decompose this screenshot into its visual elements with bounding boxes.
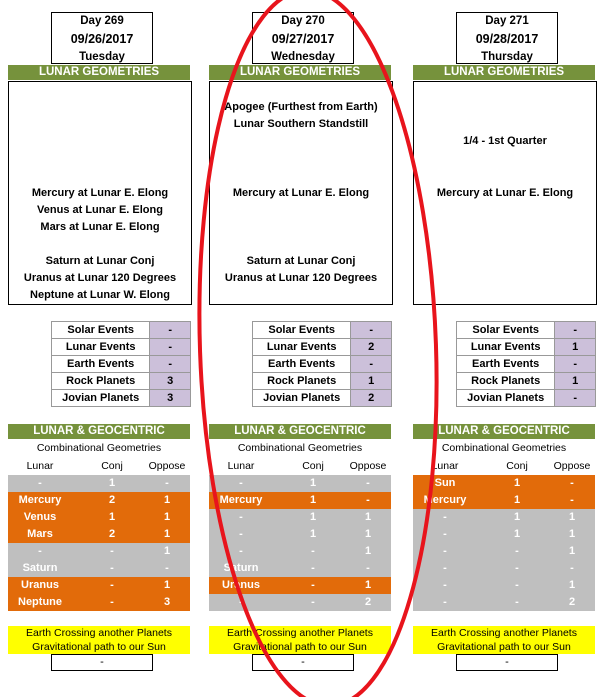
geometry-line: Lunar Southern Standstill (233, 118, 369, 130)
col-conj-header: Conj (302, 460, 324, 472)
earth-crossing-line: Earth Crossing another Planets (26, 627, 172, 639)
cell-lunar: Saturn (22, 562, 58, 574)
col-lunar-header: Lunar (227, 460, 255, 472)
geometry-line: Neptune at Lunar W. Elong (30, 289, 170, 301)
cell-oppose: - (366, 494, 370, 506)
cell-oppose: 1 (163, 494, 171, 506)
cell-oppose: 1 (568, 528, 576, 540)
cell-lunar: - (443, 562, 447, 574)
geometry-line: Mercury at Lunar E. Elong (31, 187, 169, 199)
cell-oppose: - (165, 562, 169, 574)
cell-lunar: - (239, 596, 243, 608)
event-label: Jovian Planets (457, 390, 555, 407)
cell-lunar: - (38, 477, 42, 489)
cell-oppose: 1 (364, 528, 372, 540)
col-conj-header: Conj (101, 460, 123, 472)
event-value: - (351, 322, 392, 339)
cell-conj: - (311, 562, 315, 574)
cell-lunar: Neptune (18, 596, 62, 608)
event-value: - (555, 356, 596, 373)
lunar-geometries-title: LUNAR GEOMETRIES (8, 65, 190, 80)
cell-oppose: - (570, 494, 574, 506)
cell-lunar: - (443, 528, 447, 540)
event-value: 1 (555, 339, 596, 356)
cell-conj: 1 (108, 511, 116, 523)
event-label: Earth Events (253, 356, 351, 373)
day-weekday: Thursday (481, 51, 533, 63)
cell-oppose: 2 (568, 596, 576, 608)
gravitational-path-line: Gravitational path to our Sun (437, 641, 571, 653)
geometry-line: Uranus at Lunar 120 Degrees (23, 272, 177, 284)
cell-conj: - (110, 596, 114, 608)
cell-conj: 2 (108, 528, 116, 540)
cell-oppose: - (570, 562, 574, 574)
cell-conj: - (110, 579, 114, 591)
event-value: - (351, 356, 392, 373)
event-label: Lunar Events (457, 339, 555, 356)
cell-lunar: Uranus (21, 579, 59, 591)
cell-lunar: Mercury (219, 494, 263, 506)
geometry-line: Saturn at Lunar Conj (45, 255, 155, 267)
cell-conj: - (110, 562, 114, 574)
cell-conj: 1 (513, 477, 521, 489)
cell-oppose: 2 (364, 596, 372, 608)
cell-conj: 1 (309, 477, 317, 489)
cell-lunar: Venus (23, 511, 57, 523)
cell-lunar: - (239, 477, 243, 489)
cell-conj: - (311, 596, 315, 608)
earth-crossing-value: - (252, 654, 354, 671)
col-conj-header: Conj (506, 460, 528, 472)
event-value: - (555, 322, 596, 339)
cell-lunar: - (443, 545, 447, 557)
cell-conj: 1 (309, 494, 317, 506)
event-label: Jovian Planets (253, 390, 351, 407)
cell-oppose: - (366, 562, 370, 574)
geometry-line: Uranus at Lunar 120 Degrees (224, 272, 378, 284)
lunar-geometries-title: LUNAR GEOMETRIES (413, 65, 595, 80)
day-date: 09/27/2017 (271, 32, 335, 46)
event-label: Lunar Events (52, 339, 150, 356)
event-value: - (150, 339, 191, 356)
col-oppose-header: Oppose (349, 460, 387, 472)
cell-conj: - (515, 562, 519, 574)
cell-conj: - (515, 545, 519, 557)
red-ellipse-annotation (188, 0, 449, 697)
event-label: Jovian Planets (52, 390, 150, 407)
cell-oppose: - (366, 477, 370, 489)
cell-lunar: Mercury (423, 494, 467, 506)
cell-lunar: Sun (434, 477, 456, 489)
cell-oppose: 1 (568, 511, 576, 523)
cell-oppose: 1 (364, 579, 372, 591)
event-label: Earth Events (52, 356, 150, 373)
cell-lunar: - (239, 511, 243, 523)
combinational-geometries-label: Combinational Geometries (237, 442, 363, 454)
cell-oppose: - (570, 477, 574, 489)
lunar-geocentric-title: LUNAR & GEOCENTRIC (209, 424, 391, 439)
earth-crossing-value: - (456, 654, 558, 671)
cell-oppose: 3 (163, 596, 171, 608)
day-weekday: Wednesday (271, 51, 335, 63)
cell-oppose: 1 (163, 528, 171, 540)
geometry-line: Saturn at Lunar Conj (246, 255, 356, 267)
event-value: 1 (351, 373, 392, 390)
event-label: Solar Events (457, 322, 555, 339)
earth-crossing-line: Earth Crossing another Planets (227, 627, 373, 639)
cell-conj: 1 (309, 511, 317, 523)
cell-oppose: 1 (568, 545, 576, 557)
cell-conj: - (311, 579, 315, 591)
cell-conj: - (311, 545, 315, 557)
cell-oppose: 1 (163, 511, 171, 523)
cell-oppose: 1 (364, 545, 372, 557)
cell-lunar: - (38, 545, 42, 557)
lunar-geometries-title: LUNAR GEOMETRIES (209, 65, 391, 80)
event-value: - (150, 322, 191, 339)
day-date: 09/28/2017 (475, 32, 539, 46)
event-label: Solar Events (52, 322, 150, 339)
geometry-line: Mercury at Lunar E. Elong (232, 187, 370, 199)
gravitational-path-line: Gravitational path to our Sun (32, 641, 166, 653)
gravitational-path-line: Gravitational path to our Sun (233, 641, 367, 653)
geometry-line: Mercury at Lunar E. Elong (436, 187, 574, 199)
event-value: 3 (150, 390, 191, 407)
cell-conj: - (515, 579, 519, 591)
cell-oppose: 1 (163, 579, 171, 591)
col-oppose-header: Oppose (553, 460, 591, 472)
geometry-line: Venus at Lunar E. Elong (37, 204, 163, 216)
event-label: Rock Planets (457, 373, 555, 390)
event-value: 3 (150, 373, 191, 390)
cell-lunar: - (239, 528, 243, 540)
geometry-line: Mars at Lunar E. Elong (40, 221, 160, 233)
cell-conj: 1 (513, 528, 521, 540)
cell-oppose: 1 (364, 511, 372, 523)
cell-conj: - (110, 545, 114, 557)
cell-lunar: Saturn (223, 562, 259, 574)
cell-conj: 1 (513, 511, 521, 523)
col-lunar-header: Lunar (26, 460, 54, 472)
event-label: Solar Events (253, 322, 351, 339)
cell-lunar: - (443, 579, 447, 591)
geometry-line: 1/4 - 1st Quarter (463, 135, 547, 147)
cell-lunar: - (239, 545, 243, 557)
event-value: - (555, 390, 596, 407)
cell-lunar: Uranus (222, 579, 260, 591)
event-label: Rock Planets (52, 373, 150, 390)
lunar-geocentric-title: LUNAR & GEOCENTRIC (8, 424, 190, 439)
lunar-geocentric-title: LUNAR & GEOCENTRIC (413, 424, 595, 439)
cell-lunar: - (443, 511, 447, 523)
col-oppose-header: Oppose (148, 460, 186, 472)
event-value: - (150, 356, 191, 373)
event-label: Rock Planets (253, 373, 351, 390)
day-number: Day 270 (281, 15, 325, 27)
cell-lunar: Mercury (18, 494, 62, 506)
cell-lunar: - (443, 596, 447, 608)
day-number: Day 271 (485, 15, 529, 27)
cell-conj: 1 (513, 494, 521, 506)
geometry-line: Apogee (Furthest from Earth) (224, 101, 378, 113)
event-label: Lunar Events (253, 339, 351, 356)
cell-oppose: 1 (568, 579, 576, 591)
combinational-geometries-label: Combinational Geometries (441, 442, 567, 454)
cell-oppose: 1 (163, 545, 171, 557)
cell-lunar: Mars (27, 528, 53, 540)
day-weekday: Tuesday (79, 51, 125, 63)
day-number: Day 269 (80, 15, 124, 27)
col-lunar-header: Lunar (431, 460, 459, 472)
day-date: 09/26/2017 (70, 32, 134, 46)
event-value: 1 (555, 373, 596, 390)
event-value: 2 (351, 339, 392, 356)
cell-conj: 2 (108, 494, 116, 506)
event-value: 2 (351, 390, 392, 407)
earth-crossing-line: Earth Crossing another Planets (431, 627, 577, 639)
event-label: Earth Events (457, 356, 555, 373)
earth-crossing-value: - (51, 654, 153, 671)
cell-conj: 1 (309, 528, 317, 540)
cell-oppose: - (165, 477, 169, 489)
cell-conj: - (515, 596, 519, 608)
combinational-geometries-label: Combinational Geometries (36, 442, 162, 454)
cell-conj: 1 (108, 477, 116, 489)
